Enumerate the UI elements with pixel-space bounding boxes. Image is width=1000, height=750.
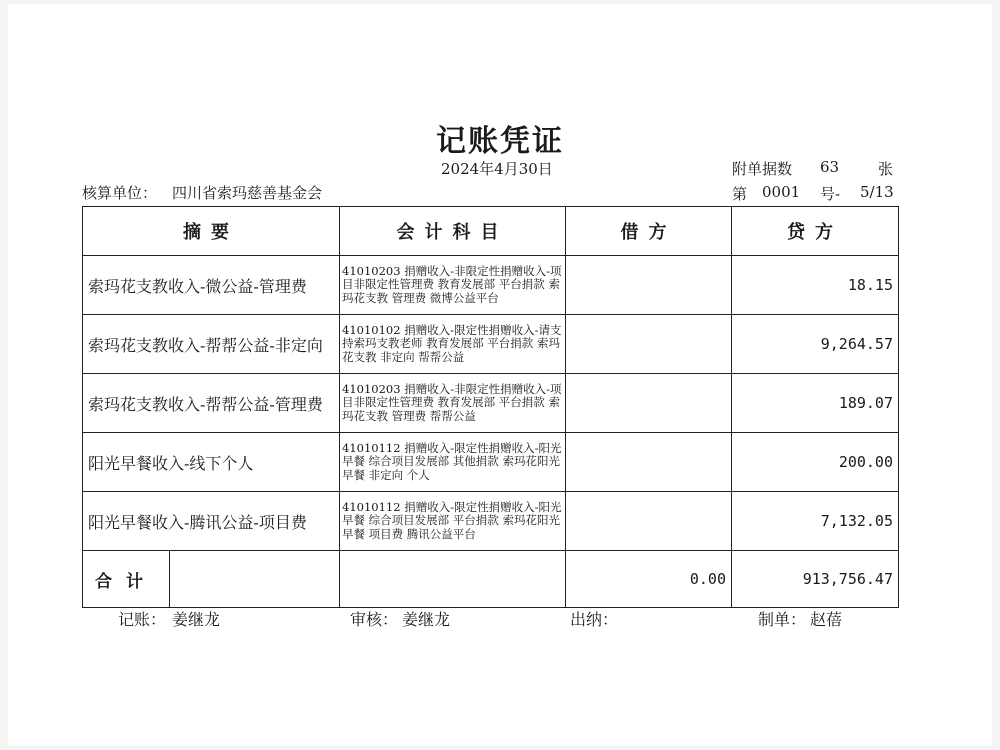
total-label: 合计 [83, 551, 170, 607]
total-account-cell [340, 551, 566, 608]
table-row [83, 315, 899, 374]
table-row [83, 433, 899, 492]
table-row [83, 256, 899, 315]
preparer-name: 赵蓓 [810, 610, 843, 629]
preparer-label: 制单： [758, 610, 807, 629]
number-prefix: 第 [732, 185, 748, 203]
row-credit: 189.07 [732, 374, 899, 433]
attachments-unit: 张 [878, 160, 894, 178]
header-debit: 借方 [566, 207, 732, 256]
total-debit: 0.00 [566, 551, 732, 608]
row-credit: 7,132.05 [732, 492, 899, 551]
number-suffix: 号- [820, 185, 841, 203]
voucher-number: 0001 [762, 183, 801, 201]
bookkeeper-name: 姜继龙 [172, 610, 221, 629]
header-row [83, 207, 899, 256]
total-credit: 913,756.47 [732, 551, 899, 608]
table-row [83, 374, 899, 433]
row-debit [566, 315, 732, 374]
row-summary: 阳光早餐收入-线下个人 [83, 433, 340, 492]
table-row [83, 492, 899, 551]
row-account: 41010112 捐赠收入-限定性捐赠收入-阳光早餐 综合项目发展部 其他捐款 索玛花阳光早餐 非定向 个人 [340, 433, 566, 492]
row-summary: 索玛花支教收入-微公益-管理费 [83, 256, 340, 315]
reviewer-name: 姜继龙 [402, 610, 451, 629]
header-credit: 贷方 [732, 207, 899, 256]
row-debit [566, 374, 732, 433]
row-credit: 18.15 [732, 256, 899, 315]
reviewer-label: 审核： [350, 610, 399, 629]
header-account: 会计科目 [340, 207, 566, 256]
row-debit [566, 256, 732, 315]
row-account: 41010102 捐赠收入-限定性捐赠收入-请支持索玛支教老师 教育发展部 平台捐款 索玛花支教 非定向 帮帮公益 [340, 315, 566, 374]
total-label-cell [83, 551, 340, 608]
total-row [83, 551, 899, 608]
row-account: 41010203 捐赠收入-非限定性捐赠收入-项目非限定性管理费 教育发展部 平台捐款 索玛花支教 管理费 帮帮公益 [340, 374, 566, 433]
row-credit: 200.00 [732, 433, 899, 492]
row-summary: 索玛花支教收入-帮帮公益-非定向 [83, 315, 340, 374]
voucher-date: 2024年4月30日 [441, 160, 553, 178]
row-account: 41010203 捐赠收入-非限定性捐赠收入-项目非限定性管理费 教育发展部 平台捐款 索玛花支教 管理费 微博公益平台 [340, 256, 566, 315]
row-credit: 9,264.57 [732, 315, 899, 374]
voucher-table [82, 206, 899, 608]
unit-label: 核算单位： [82, 184, 158, 202]
voucher-title: 记账凭证 [436, 124, 564, 159]
attachments-label: 附单据数 [732, 160, 793, 178]
row-summary: 索玛花支教收入-帮帮公益-管理费 [83, 374, 340, 433]
row-debit [566, 433, 732, 492]
attachments-count: 63 [820, 158, 840, 176]
row-debit [566, 492, 732, 551]
row-account: 41010112 捐赠收入-限定性捐赠收入-阳光早餐 综合项目发展部 平台捐款 索玛花阳光早餐 项目费 腾讯公益平台 [340, 492, 566, 551]
cashier-label: 出纳： [570, 610, 619, 629]
unit-name: 四川省索玛慈善基金会 [172, 184, 323, 202]
header-summary: 摘要 [83, 207, 340, 256]
row-summary: 阳光早餐收入-腾讯公益-项目费 [83, 492, 340, 551]
bookkeeper-label: 记账： [118, 610, 167, 629]
page-number: 5/13 [860, 183, 894, 201]
